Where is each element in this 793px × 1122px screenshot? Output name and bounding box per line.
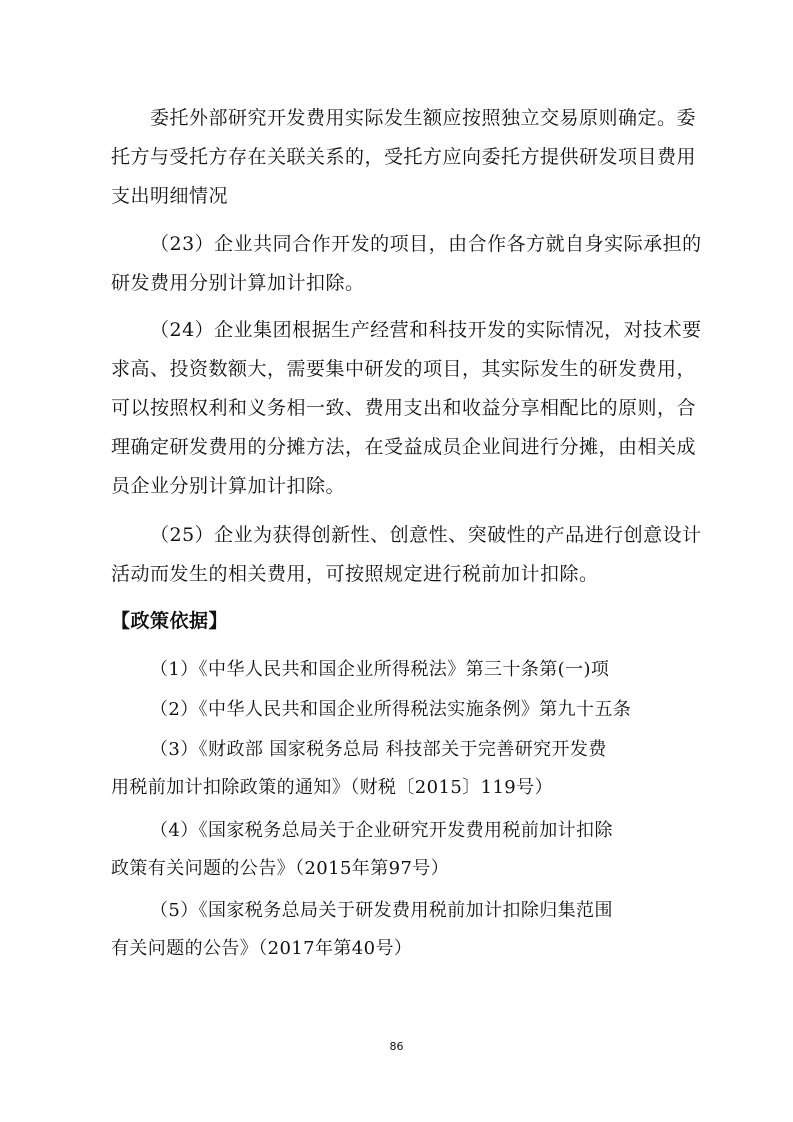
policy-reference: （4）《国家税务总局关于企业研究开发费用税前加计扣除	[150, 820, 613, 841]
policy-heading: 【政策依据】	[111, 610, 229, 632]
paragraph-line: （25）企业为获得创新性、创意性、突破性的产品进行创意设计	[150, 524, 702, 546]
paragraph-line: （23）企业共同合作开发的项目，由合作各方就自身实际承担的	[150, 233, 702, 255]
policy-reference-continued: 用税前加计扣除政策的通知》（财税〔2015〕119号）	[111, 777, 553, 798]
paragraph-line: 委托外部研究开发费用实际发生额应按照独立交易原则确定。委	[150, 107, 697, 129]
page-number: 86	[389, 1040, 404, 1053]
paragraph-line: 理确定研发费用的分摊方法，在受益成员企业间进行分摊，由相关成	[111, 436, 697, 458]
paragraph-line: 员企业分别计算加计扣除。	[111, 475, 346, 497]
paragraph-line: 研发费用分别计算加计扣除。	[111, 272, 365, 294]
paragraph-line: 支出明细情况	[111, 185, 229, 207]
policy-reference: （2）《中华人民共和国企业所得税法实施条例》第九十五条	[150, 699, 632, 720]
policy-reference: （1）《中华人民共和国企业所得税法》第三十条第(一)项	[150, 659, 610, 680]
paragraph-line: （24）企业集团根据生产经营和科技开发的实际情况，对技术要	[150, 319, 702, 341]
policy-reference: （5）《国家税务总局关于研发费用税前加计扣除归集范围	[150, 900, 613, 921]
paragraph-line: 可以按照权利和义务相一致、费用支出和收益分享相配比的原则，合	[111, 397, 697, 419]
paragraph-line: 求高、投资数额大，需要集中研发的项目，其实际发生的研发费用，	[111, 358, 697, 380]
paragraph-line: 活动而发生的相关费用，可按照规定进行税前加计扣除。	[111, 563, 599, 585]
paragraph-line: 托方与受托方存在关联关系的，受托方应向委托方提供研发项目费用	[111, 146, 697, 168]
policy-reference: （3）《财政部 国家税务总局 科技部关于完善研究开发费	[150, 739, 607, 760]
policy-reference-continued: 有关问题的公告》（2017年第40号）	[111, 938, 413, 959]
policy-reference-continued: 政策有关问题的公告》（2015年第97号）	[111, 858, 450, 879]
